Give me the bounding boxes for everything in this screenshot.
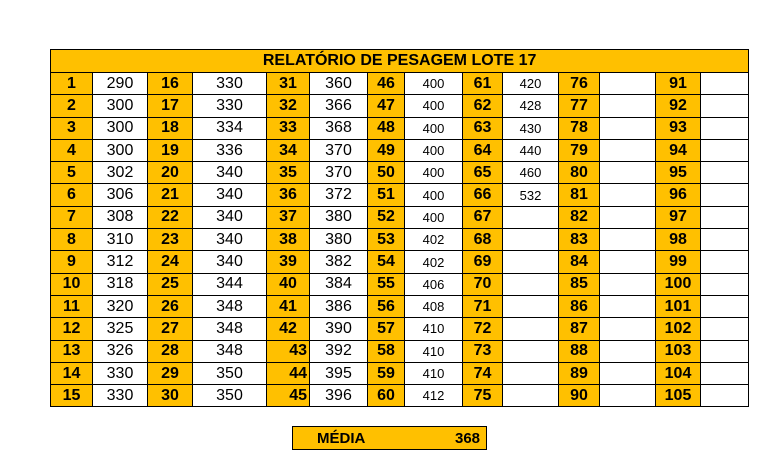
weight-cell: 420 [503,73,559,95]
weight-cell: 400 [405,206,463,228]
report-title: RELATÓRIO DE PESAGEM LOTE 17 [51,50,749,73]
lot-number-cell: 25 [148,273,193,295]
lot-number-cell: 84 [559,251,600,273]
weight-cell [600,206,656,228]
lot-number-cell: 81 [559,184,600,206]
weight-cell: 308 [93,206,148,228]
weight-cell [600,340,656,362]
weight-cell [600,117,656,139]
lot-number-cell: 39 [267,251,310,273]
table-row [51,385,749,407]
weight-cell [503,229,559,251]
weight-cell: 402 [405,251,463,273]
weight-cell: 302 [93,162,148,184]
weight-cell: 290 [93,73,148,95]
lot-number-cell: 50 [368,162,405,184]
weight-cell: 330 [193,95,267,117]
weight-cell: 330 [193,73,267,95]
weight-cell: 406 [405,273,463,295]
lot-number-cell: 28 [148,340,193,362]
weight-cell: 372 [310,184,368,206]
lot-number-cell: 14 [51,362,93,384]
lot-number-cell: 45 [267,385,310,407]
lot-number-cell: 55 [368,273,405,295]
lot-number-cell: 93 [656,117,701,139]
lot-number-cell: 79 [559,139,600,161]
lot-number-cell: 101 [656,295,701,317]
weight-cell: 400 [405,73,463,95]
lot-number-cell: 37 [267,206,310,228]
weight-cell [701,340,749,362]
lot-number-cell: 61 [463,73,503,95]
lot-number-cell: 19 [148,139,193,161]
table-row [51,318,749,340]
weight-cell: 380 [310,206,368,228]
weight-cell [600,385,656,407]
lot-number-cell: 60 [368,385,405,407]
lot-number-cell: 65 [463,162,503,184]
lot-number-cell: 13 [51,340,93,362]
lot-number-cell: 74 [463,362,503,384]
lot-number-cell: 75 [463,385,503,407]
weight-cell: 382 [310,251,368,273]
weight-cell: 390 [310,318,368,340]
weight-cell: 300 [93,117,148,139]
weight-cell: 336 [193,139,267,161]
table-row [51,117,749,139]
lot-number-cell: 102 [656,318,701,340]
lot-number-cell: 83 [559,229,600,251]
weight-cell: 370 [310,162,368,184]
lot-number-cell: 64 [463,139,503,161]
lot-number-cell: 48 [368,117,405,139]
lot-number-cell: 63 [463,117,503,139]
lot-number-cell: 90 [559,385,600,407]
lot-number-cell: 44 [267,362,310,384]
weight-cell: 400 [405,95,463,117]
lot-number-cell: 94 [656,139,701,161]
weight-cell [600,251,656,273]
lot-number-cell: 46 [368,73,405,95]
average-box [292,426,487,450]
lot-number-cell: 40 [267,273,310,295]
weight-cell: 340 [193,162,267,184]
weight-cell: 300 [93,95,148,117]
lot-number-cell: 77 [559,95,600,117]
lot-number-cell: 38 [267,229,310,251]
weight-cell: 318 [93,273,148,295]
weight-cell [701,162,749,184]
weighing-report-sheet [50,49,744,407]
weight-cell [600,95,656,117]
weight-cell [503,251,559,273]
weight-cell [600,273,656,295]
weight-cell: 340 [193,184,267,206]
weight-cell: 410 [405,318,463,340]
weight-cell: 400 [405,184,463,206]
table-row [51,273,749,295]
weight-cell: 400 [405,162,463,184]
weight-cell: 400 [405,139,463,161]
table-row [51,340,749,362]
weight-cell [701,295,749,317]
lot-number-cell: 103 [656,340,701,362]
weight-cell: 340 [193,229,267,251]
table-row [51,362,749,384]
lot-number-cell: 76 [559,73,600,95]
weight-cell: 306 [93,184,148,206]
lot-number-cell: 30 [148,385,193,407]
lot-number-cell: 34 [267,139,310,161]
weight-cell: 348 [193,318,267,340]
lot-number-cell: 89 [559,362,600,384]
weight-cell: 402 [405,229,463,251]
lot-number-cell: 71 [463,295,503,317]
weight-cell: 348 [193,340,267,362]
weight-cell: 440 [503,139,559,161]
weight-cell: 408 [405,295,463,317]
weight-cell [503,362,559,384]
table-row [51,73,749,95]
weight-cell: 325 [93,318,148,340]
weight-cell [503,318,559,340]
weight-cell: 334 [193,117,267,139]
weight-cell [701,318,749,340]
weight-cell [503,295,559,317]
lot-number-cell: 21 [148,184,193,206]
weight-cell: 350 [193,385,267,407]
weight-cell: 344 [193,273,267,295]
lot-number-cell: 1 [51,73,93,95]
lot-number-cell: 16 [148,73,193,95]
weight-cell: 430 [503,117,559,139]
lot-number-cell: 86 [559,295,600,317]
weight-cell [503,340,559,362]
lot-number-cell: 54 [368,251,405,273]
lot-number-cell: 59 [368,362,405,384]
lot-number-cell: 8 [51,229,93,251]
weight-cell [600,139,656,161]
lot-number-cell: 91 [656,73,701,95]
lot-number-cell: 12 [51,318,93,340]
weight-cell [701,273,749,295]
lot-number-cell: 51 [368,184,405,206]
weight-cell [600,362,656,384]
lot-number-cell: 105 [656,385,701,407]
weight-cell [503,273,559,295]
weight-cell: 360 [310,73,368,95]
weight-cell [600,295,656,317]
table-row [51,295,749,317]
lot-number-cell: 10 [51,273,93,295]
lot-number-cell: 2 [51,95,93,117]
weight-cell: 428 [503,95,559,117]
weight-cell [701,206,749,228]
lot-number-cell: 41 [267,295,310,317]
weight-cell: 410 [405,362,463,384]
lot-number-cell: 22 [148,206,193,228]
weight-cell: 312 [93,251,148,273]
lot-number-cell: 36 [267,184,310,206]
lot-number-cell: 98 [656,229,701,251]
weight-cell: 350 [193,362,267,384]
weight-cell [701,229,749,251]
lot-number-cell: 17 [148,95,193,117]
lot-number-cell: 96 [656,184,701,206]
weight-cell [701,139,749,161]
weight-cell [701,385,749,407]
weight-cell: 326 [93,340,148,362]
weight-cell: 460 [503,162,559,184]
weight-cell: 340 [193,251,267,273]
weight-cell: 320 [93,295,148,317]
lot-number-cell: 69 [463,251,503,273]
lot-number-cell: 43 [267,340,310,362]
lot-number-cell: 88 [559,340,600,362]
lot-number-cell: 62 [463,95,503,117]
lot-number-cell: 58 [368,340,405,362]
weight-cell: 368 [310,117,368,139]
weight-cell [701,117,749,139]
lot-number-cell: 4 [51,139,93,161]
weight-cell: 532 [503,184,559,206]
weight-cell [701,73,749,95]
lot-number-cell: 18 [148,117,193,139]
lot-number-cell: 97 [656,206,701,228]
lot-number-cell: 70 [463,273,503,295]
lot-number-cell: 27 [148,318,193,340]
weight-cell: 396 [310,385,368,407]
lot-number-cell: 5 [51,162,93,184]
lot-number-cell: 33 [267,117,310,139]
weight-cell [701,251,749,273]
lot-number-cell: 31 [267,73,310,95]
weight-cell: 370 [310,139,368,161]
weight-cell: 310 [93,229,148,251]
lot-number-cell: 87 [559,318,600,340]
table-row [51,206,749,228]
lot-number-cell: 47 [368,95,405,117]
lot-number-cell: 99 [656,251,701,273]
lot-number-cell: 95 [656,162,701,184]
weight-cell: 410 [405,340,463,362]
weight-cell [701,184,749,206]
weight-cell: 412 [405,385,463,407]
lot-number-cell: 26 [148,295,193,317]
weight-cell: 392 [310,340,368,362]
lot-number-cell: 92 [656,95,701,117]
lot-number-cell: 7 [51,206,93,228]
lot-number-cell: 53 [368,229,405,251]
weight-cell [701,362,749,384]
weight-cell [600,162,656,184]
weight-cell [600,318,656,340]
weight-cell [600,184,656,206]
lot-number-cell: 49 [368,139,405,161]
average-label: MÉDIA [317,429,366,447]
lot-number-cell: 100 [656,273,701,295]
lot-number-cell: 15 [51,385,93,407]
lot-number-cell: 6 [51,184,93,206]
lot-number-cell: 23 [148,229,193,251]
weight-cell: 340 [193,206,267,228]
weight-cell [701,95,749,117]
table-body [51,73,749,407]
lot-number-cell: 35 [267,162,310,184]
weight-cell: 366 [310,95,368,117]
weighing-table [50,49,749,407]
lot-number-cell: 9 [51,251,93,273]
lot-number-cell: 57 [368,318,405,340]
lot-number-cell: 29 [148,362,193,384]
lot-number-cell: 72 [463,318,503,340]
lot-number-cell: 20 [148,162,193,184]
lot-number-cell: 42 [267,318,310,340]
lot-number-cell: 56 [368,295,405,317]
lot-number-cell: 68 [463,229,503,251]
average-value: 368 [455,429,481,447]
weight-cell: 300 [93,139,148,161]
lot-number-cell: 24 [148,251,193,273]
weight-cell: 395 [310,362,368,384]
lot-number-cell: 82 [559,206,600,228]
weight-cell: 380 [310,229,368,251]
table-row [51,95,749,117]
weight-cell: 348 [193,295,267,317]
weight-cell [503,385,559,407]
lot-number-cell: 3 [51,117,93,139]
lot-number-cell: 67 [463,206,503,228]
lot-number-cell: 80 [559,162,600,184]
table-row [51,184,749,206]
weight-cell: 330 [93,385,148,407]
lot-number-cell: 66 [463,184,503,206]
lot-number-cell: 32 [267,95,310,117]
weight-cell [600,229,656,251]
weight-cell: 330 [93,362,148,384]
lot-number-cell: 104 [656,362,701,384]
weight-cell: 400 [405,117,463,139]
table-row [51,251,749,273]
lot-number-cell: 11 [51,295,93,317]
weight-cell [600,73,656,95]
table-row [51,162,749,184]
table-row [51,229,749,251]
lot-number-cell: 52 [368,206,405,228]
weight-cell: 384 [310,273,368,295]
weight-cell: 386 [310,295,368,317]
lot-number-cell: 85 [559,273,600,295]
weight-cell [503,206,559,228]
lot-number-cell: 78 [559,117,600,139]
lot-number-cell: 73 [463,340,503,362]
table-row [51,139,749,161]
